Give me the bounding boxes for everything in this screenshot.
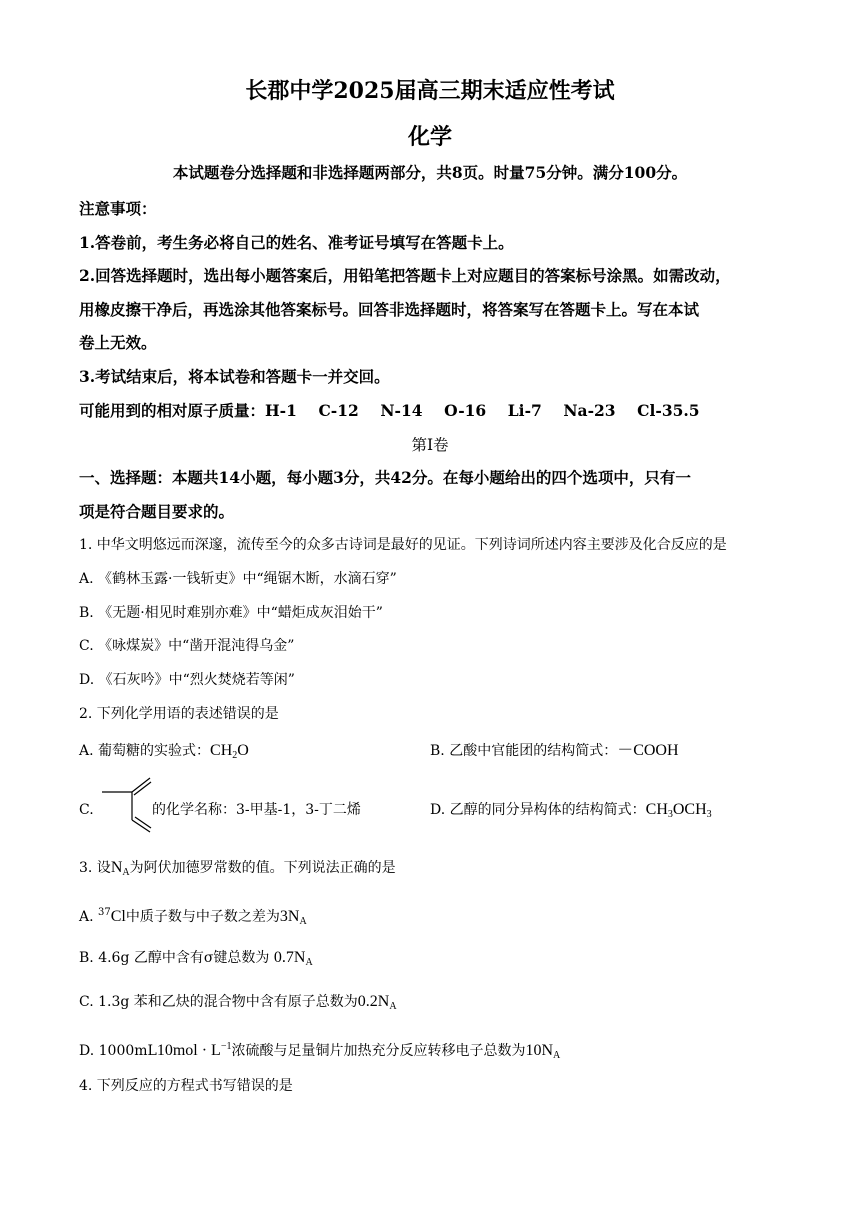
note-item-2-line-3: 卷上无效。 xyxy=(79,333,157,352)
q2-d-formula: $CH_3OCH_3$ xyxy=(645,801,712,820)
q1-option-d: D. 《石灰吟》中“烈火焚烧若等闲” xyxy=(79,672,295,688)
q3-option-a: A. $^{37}$Cl中质子数与中子数之差为$3N_A$ xyxy=(79,907,307,927)
notes-heading: 注意事项： xyxy=(79,199,157,218)
q2-option-c-label: C. xyxy=(79,802,94,818)
q1-option-a: A. 《鹤林玉露·一钱斩吏》中“绳锯木断，水滴石穿” xyxy=(79,571,397,587)
q2-a-formula: $CH_2O$ xyxy=(210,742,249,761)
note-item-2-line-1: 2.回答选择题时，选出每小题答案后，用铅笔把答题卡上对应题目的答案标号涂黑。如需改动， xyxy=(79,266,731,285)
q2-stem: 2. 下列化学用语的表述错误的是 xyxy=(79,706,279,722)
note-item-2-line-2: 用橡皮擦干净后，再选涂其他答案标号。回答非选择题时，将答案写在答题卡上。写在本试 xyxy=(79,300,700,319)
q2-option-d: D. 乙醇的同分异构体的结构简式：$CH_3OCH_3$ xyxy=(430,801,712,820)
subject-title: 化学 xyxy=(407,124,452,150)
q3-stem: 3. 设$N_A$为阿伏加德罗常数的值。下列说法正确的是 xyxy=(79,859,396,878)
q3-option-c: C. 1.3g 苯和乙炔的混合物中含有原子总数为$0.2N_A$ xyxy=(79,993,397,1012)
note-item-1: 1.答卷前，考生务必将自己的姓名、准考证号填写在答题卡上。 xyxy=(79,233,514,252)
volume-label: 第Ⅰ卷 xyxy=(411,436,449,454)
note-item-3: 3.考试结束后，将本试卷和答题卡一并交回。 xyxy=(79,367,390,386)
q1-stem: 1. 中华文明悠远而深邃，流传至今的众多古诗词是最好的见证。下列诗词所述内容主要涉及化合反应的是 xyxy=(79,537,727,553)
isoprene-structure-icon xyxy=(96,776,152,834)
q2-option-b: B. 乙酸中官能团的结构简式：－COOH xyxy=(430,742,679,759)
section-heading-line-2: 项是符合题目要求的。 xyxy=(79,502,235,521)
q2-option-c-text: 的化学名称：3-甲基-1，3-丁二烯 xyxy=(152,802,361,818)
exam-intro: 本试题卷分选择题和非选择题两部分，共8页。时量75分钟。满分100分。 xyxy=(172,163,688,182)
q3-option-d: D. $1000mL10mol \cdot L^{-1}$浓硫酸与足量铜片加热充分反应转移电子总数为$10N_A$ xyxy=(79,1041,561,1061)
q2-option-a: A. 葡萄糖的实验式：$CH_2O$ xyxy=(79,742,249,761)
q1-option-b: B. 《无题·相见时难别亦难》中“蜡炬成灰泪始干” xyxy=(79,605,383,621)
atomic-masses: 可能用到的相对原子质量：H-1 C-12 N-14 O-16 Li-7 Na-23 Cl-35.5 xyxy=(79,401,700,420)
q3-option-b: B. 4.6g 乙醇中含有σ键总数为 $0.7N_A$ xyxy=(79,949,313,968)
q4-stem: 4. 下列反应的方程式书写错误的是 xyxy=(79,1078,293,1094)
section-heading-line-1: 一、选择题：本题共14小题，每小题3分，共42分。在每小题给出的四个选项中，只有一 xyxy=(79,468,691,487)
q1-option-c: C. 《咏煤炭》中“凿开混沌得乌金” xyxy=(79,638,295,654)
q2-b-formula: －COOH xyxy=(617,742,679,759)
exam-title: 长郡中学2025届高三期末适应性考试 xyxy=(245,78,615,104)
